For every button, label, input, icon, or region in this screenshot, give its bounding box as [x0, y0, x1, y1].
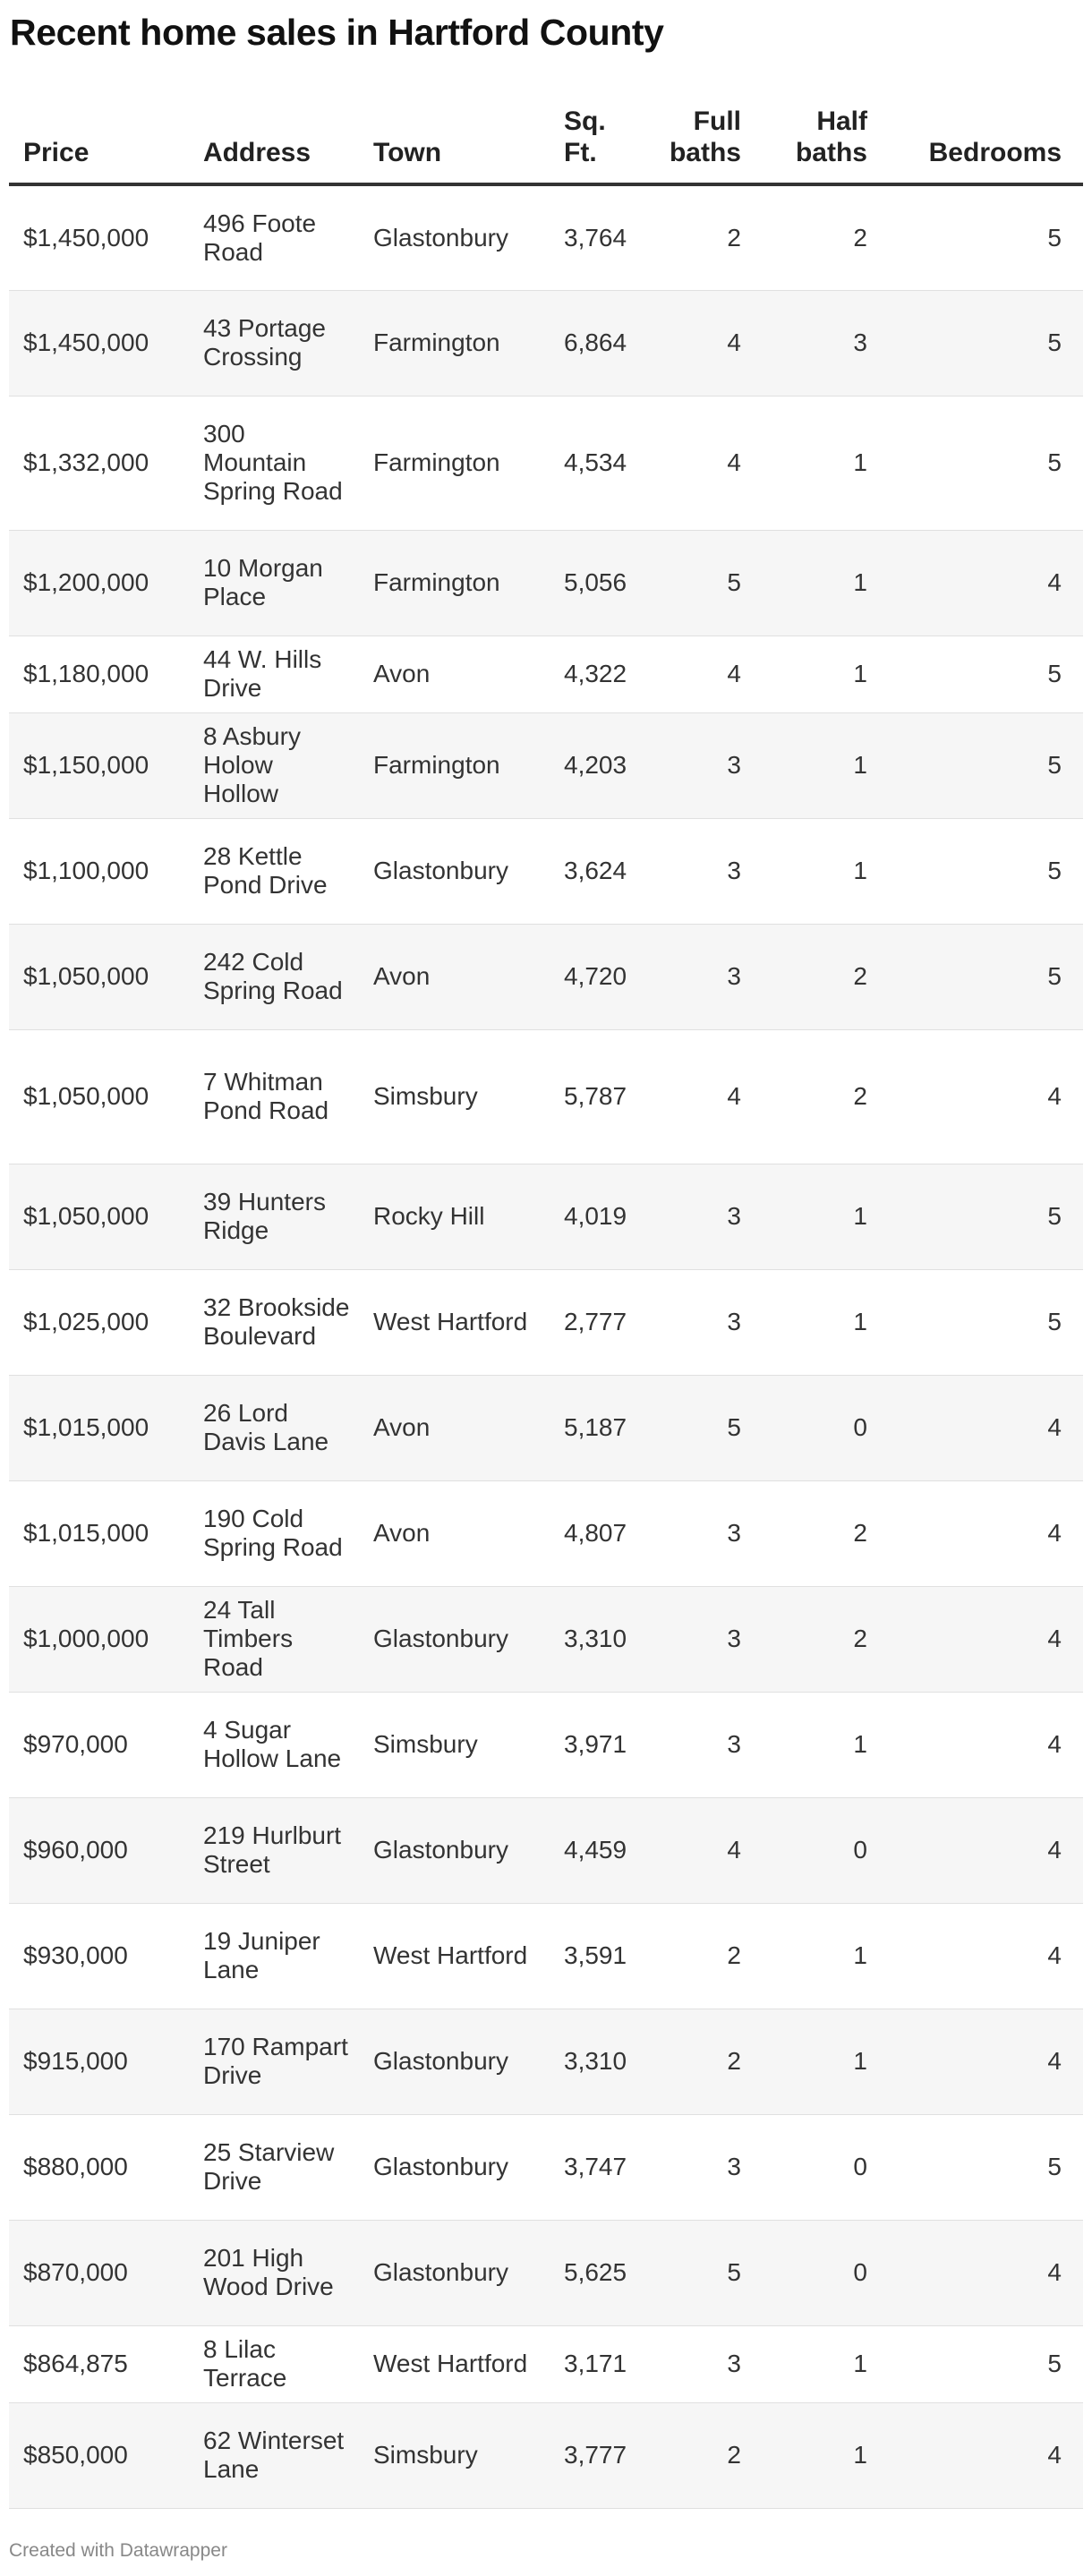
full-baths-cell: 2 — [643, 2402, 763, 2508]
town-cell: Avon — [359, 1375, 550, 1480]
address-cell: 496 Foote Road — [189, 184, 359, 290]
bedrooms-cell: 5 — [889, 290, 1083, 396]
town-cell: Glastonbury — [359, 2114, 550, 2220]
half-baths-cell: 3 — [763, 290, 889, 396]
sqft-cell: 4,534 — [550, 396, 643, 530]
bedrooms-cell: 4 — [889, 1586, 1083, 1692]
half-baths-cell: 1 — [763, 1692, 889, 1797]
sqft-cell: 5,625 — [550, 2220, 643, 2325]
sqft-cell: 4,019 — [550, 1164, 643, 1269]
town-cell: Simsbury — [359, 2402, 550, 2508]
full-baths-cell: 3 — [643, 1692, 763, 1797]
half-baths-cell: 0 — [763, 2114, 889, 2220]
half-baths-cell: 2 — [763, 1586, 889, 1692]
table-row — [9, 1586, 1083, 1692]
bedrooms-cell: 5 — [889, 635, 1083, 712]
half-baths-cell: 1 — [763, 2009, 889, 2114]
bedrooms-cell: 5 — [889, 184, 1083, 290]
column-header-full-baths[interactable]: Full baths — [643, 98, 763, 184]
sqft-cell: 4,203 — [550, 712, 643, 818]
full-baths-cell: 3 — [643, 1480, 763, 1586]
table-row — [9, 1029, 1083, 1164]
address-cell: 24 Tall Timbers Road — [189, 1586, 359, 1692]
price-cell: $1,450,000 — [9, 184, 189, 290]
full-baths-cell: 3 — [643, 1586, 763, 1692]
half-baths-cell: 1 — [763, 712, 889, 818]
sqft-cell: 3,777 — [550, 2402, 643, 2508]
bedrooms-cell: 4 — [889, 1692, 1083, 1797]
town-cell: Glastonbury — [359, 1797, 550, 1903]
footer-credit: Created with Datawrapper — [9, 2540, 227, 2561]
address-cell: 8 Asbury Holow Hollow — [189, 712, 359, 818]
bedrooms-cell: 4 — [889, 2009, 1083, 2114]
table-row — [9, 1692, 1083, 1797]
table-body — [9, 184, 1083, 2508]
full-baths-cell: 3 — [643, 924, 763, 1029]
town-cell: Farmington — [359, 530, 550, 635]
price-cell: $970,000 — [9, 1692, 189, 1797]
half-baths-cell: 2 — [763, 184, 889, 290]
address-cell: 170 Rampart Drive — [189, 2009, 359, 2114]
half-baths-cell: 1 — [763, 1269, 889, 1375]
full-baths-cell: 5 — [643, 1375, 763, 1480]
full-baths-cell: 3 — [643, 712, 763, 818]
sqft-cell: 3,171 — [550, 2325, 643, 2402]
full-baths-cell: 4 — [643, 1029, 763, 1164]
address-cell: 26 Lord Davis Lane — [189, 1375, 359, 1480]
half-baths-cell: 2 — [763, 924, 889, 1029]
full-baths-cell: 3 — [643, 1269, 763, 1375]
full-baths-cell: 4 — [643, 1797, 763, 1903]
sqft-cell: 2,777 — [550, 1269, 643, 1375]
full-baths-cell: 5 — [643, 530, 763, 635]
bedrooms-cell: 4 — [889, 1480, 1083, 1586]
town-cell: Avon — [359, 1480, 550, 1586]
address-cell: 219 Hurlburt Street — [189, 1797, 359, 1903]
full-baths-cell: 5 — [643, 2220, 763, 2325]
table-row — [9, 1797, 1083, 1903]
table-row — [9, 530, 1083, 635]
table-row — [9, 924, 1083, 1029]
price-cell: $960,000 — [9, 1797, 189, 1903]
address-cell: 10 Morgan Place — [189, 530, 359, 635]
price-cell: $1,180,000 — [9, 635, 189, 712]
town-cell: Farmington — [359, 712, 550, 818]
home-sales-table — [9, 98, 1083, 2509]
half-baths-cell: 0 — [763, 1797, 889, 1903]
town-cell: Simsbury — [359, 1692, 550, 1797]
price-cell: $1,100,000 — [9, 818, 189, 924]
table-row — [9, 635, 1083, 712]
town-cell: Glastonbury — [359, 2220, 550, 2325]
town-cell: Avon — [359, 635, 550, 712]
bedrooms-cell: 4 — [889, 2220, 1083, 2325]
table-row — [9, 1164, 1083, 1269]
address-cell: 201 High Wood Drive — [189, 2220, 359, 2325]
half-baths-cell: 1 — [763, 818, 889, 924]
bedrooms-cell: 5 — [889, 2114, 1083, 2220]
column-header-sqft[interactable]: Sq. Ft. — [550, 98, 643, 184]
price-cell: $1,015,000 — [9, 1480, 189, 1586]
sqft-cell: 3,310 — [550, 2009, 643, 2114]
price-cell: $1,200,000 — [9, 530, 189, 635]
column-header-town[interactable]: Town — [359, 98, 550, 184]
bedrooms-cell: 5 — [889, 2325, 1083, 2402]
column-header-price[interactable]: Price — [9, 98, 189, 184]
bedrooms-cell: 5 — [889, 924, 1083, 1029]
table-row — [9, 2325, 1083, 2402]
half-baths-cell: 2 — [763, 1029, 889, 1164]
town-cell: Glastonbury — [359, 184, 550, 290]
price-cell: $915,000 — [9, 2009, 189, 2114]
price-cell: $1,025,000 — [9, 1269, 189, 1375]
sqft-cell: 3,591 — [550, 1903, 643, 2009]
price-cell: $1,050,000 — [9, 1164, 189, 1269]
bedrooms-cell: 5 — [889, 1269, 1083, 1375]
town-cell: Glastonbury — [359, 818, 550, 924]
full-baths-cell: 2 — [643, 2009, 763, 2114]
address-cell: 44 W. Hills Drive — [189, 635, 359, 712]
column-header-address[interactable]: Address — [189, 98, 359, 184]
full-baths-cell: 3 — [643, 1164, 763, 1269]
bedrooms-cell: 4 — [889, 1797, 1083, 1903]
address-cell: 43 Portage Crossing — [189, 290, 359, 396]
bedrooms-cell: 4 — [889, 1029, 1083, 1164]
full-baths-cell: 2 — [643, 1903, 763, 2009]
sqft-cell: 6,864 — [550, 290, 643, 396]
address-cell: 25 Starview Drive — [189, 2114, 359, 2220]
full-baths-cell: 3 — [643, 818, 763, 924]
half-baths-cell: 1 — [763, 396, 889, 530]
sqft-cell: 4,807 — [550, 1480, 643, 1586]
address-cell: 7 Whitman Pond Road — [189, 1029, 359, 1164]
price-cell: $930,000 — [9, 1903, 189, 2009]
half-baths-cell: 1 — [763, 530, 889, 635]
table-row — [9, 2402, 1083, 2508]
sqft-cell: 4,322 — [550, 635, 643, 712]
price-cell: $1,332,000 — [9, 396, 189, 530]
sqft-cell: 3,310 — [550, 1586, 643, 1692]
half-baths-cell: 1 — [763, 1903, 889, 2009]
price-cell: $1,450,000 — [9, 290, 189, 396]
address-cell: 4 Sugar Hollow Lane — [189, 1692, 359, 1797]
full-baths-cell: 2 — [643, 184, 763, 290]
town-cell: Glastonbury — [359, 2009, 550, 2114]
town-cell: West Hartford — [359, 1903, 550, 2009]
town-cell: Avon — [359, 924, 550, 1029]
full-baths-cell: 4 — [643, 290, 763, 396]
sqft-cell: 3,624 — [550, 818, 643, 924]
header-row — [9, 98, 1083, 184]
bedrooms-cell: 4 — [889, 1903, 1083, 2009]
column-header-half-baths[interactable]: Half baths — [763, 98, 889, 184]
price-cell: $880,000 — [9, 2114, 189, 2220]
sqft-cell: 5,187 — [550, 1375, 643, 1480]
price-cell: $1,050,000 — [9, 924, 189, 1029]
town-cell: Farmington — [359, 396, 550, 530]
table-row — [9, 184, 1083, 290]
table-row — [9, 2220, 1083, 2325]
table-row — [9, 2114, 1083, 2220]
table-row — [9, 1269, 1083, 1375]
full-baths-cell: 4 — [643, 396, 763, 530]
bedrooms-cell: 5 — [889, 1164, 1083, 1269]
full-baths-cell: 3 — [643, 2325, 763, 2402]
address-cell: 62 Winterset Lane — [189, 2402, 359, 2508]
chart-title: Recent home sales in Hartford County — [10, 12, 664, 53]
bedrooms-cell: 4 — [889, 2402, 1083, 2508]
address-cell: 32 Brookside Boulevard — [189, 1269, 359, 1375]
town-cell: West Hartford — [359, 1269, 550, 1375]
column-header-bedrooms[interactable]: Bedrooms — [889, 98, 1083, 184]
address-cell: 242 Cold Spring Road — [189, 924, 359, 1029]
price-cell: $870,000 — [9, 2220, 189, 2325]
address-cell: 300 Mountain Spring Road — [189, 396, 359, 530]
sqft-cell: 3,747 — [550, 2114, 643, 2220]
town-cell: Farmington — [359, 290, 550, 396]
table-row — [9, 818, 1083, 924]
address-cell: 8 Lilac Terrace — [189, 2325, 359, 2402]
price-cell: $850,000 — [9, 2402, 189, 2508]
sqft-cell: 3,971 — [550, 1692, 643, 1797]
bedrooms-cell: 4 — [889, 530, 1083, 635]
half-baths-cell: 0 — [763, 1375, 889, 1480]
full-baths-cell: 4 — [643, 635, 763, 712]
town-cell: Simsbury — [359, 1029, 550, 1164]
half-baths-cell: 1 — [763, 2325, 889, 2402]
bedrooms-cell: 4 — [889, 1375, 1083, 1480]
sqft-cell: 3,764 — [550, 184, 643, 290]
sqft-cell: 5,056 — [550, 530, 643, 635]
bedrooms-cell: 5 — [889, 818, 1083, 924]
half-baths-cell: 1 — [763, 1164, 889, 1269]
bedrooms-cell: 5 — [889, 396, 1083, 530]
half-baths-cell: 0 — [763, 2220, 889, 2325]
half-baths-cell: 2 — [763, 1480, 889, 1586]
table-row — [9, 1375, 1083, 1480]
price-cell: $1,050,000 — [9, 1029, 189, 1164]
price-cell: $864,875 — [9, 2325, 189, 2402]
table-row — [9, 290, 1083, 396]
half-baths-cell: 1 — [763, 635, 889, 712]
table-row — [9, 396, 1083, 530]
address-cell: 28 Kettle Pond Drive — [189, 818, 359, 924]
town-cell: Glastonbury — [359, 1586, 550, 1692]
price-cell: $1,000,000 — [9, 1586, 189, 1692]
bedrooms-cell: 5 — [889, 712, 1083, 818]
table-row — [9, 1480, 1083, 1586]
table-row — [9, 2009, 1083, 2114]
price-cell: $1,150,000 — [9, 712, 189, 818]
address-cell: 190 Cold Spring Road — [189, 1480, 359, 1586]
half-baths-cell: 1 — [763, 2402, 889, 2508]
table-row — [9, 1903, 1083, 2009]
price-cell: $1,015,000 — [9, 1375, 189, 1480]
sqft-cell: 4,720 — [550, 924, 643, 1029]
sqft-cell: 4,459 — [550, 1797, 643, 1903]
table-row — [9, 712, 1083, 818]
town-cell: West Hartford — [359, 2325, 550, 2402]
full-baths-cell: 3 — [643, 2114, 763, 2220]
address-cell: 39 Hunters Ridge — [189, 1164, 359, 1269]
town-cell: Rocky Hill — [359, 1164, 550, 1269]
sqft-cell: 5,787 — [550, 1029, 643, 1164]
address-cell: 19 Juniper Lane — [189, 1903, 359, 2009]
